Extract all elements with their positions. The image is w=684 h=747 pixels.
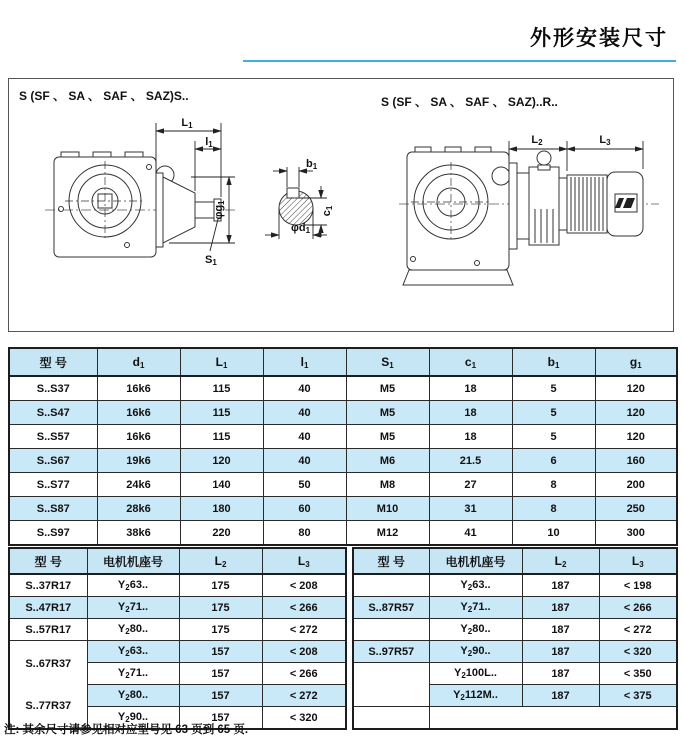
right-drawing-caption: S (SF 、 SA 、 SAF 、 SAZ)..R.. [381,95,558,109]
table-row: S..S37 16k6 115 40 M5 18 5 120 [9,376,677,401]
svg-text:l1: l1 [205,136,213,149]
table-row: S..S67 19k6 120 40 M6 21.5 6 160 [9,449,677,473]
table-header-row [9,548,346,574]
page-title: 外形安装尺寸 [530,27,668,50]
col-model: 型 号 [9,348,97,376]
motor-frame-table-right [352,547,678,730]
table-row: $Y_2112M$.. 187 < 375 [353,685,677,707]
table-row-empty [353,707,677,730]
col-l1: l1 [263,348,346,376]
col-model: 型 号 [9,548,87,574]
table-row: S..S57 16k6 115 40 M5 18 5 120 [9,425,677,449]
motor-frame-table-left [8,547,347,730]
merged-model-cell: S..67R37 S..77R37 [9,641,87,730]
table-row: $Y_290$.. 157 < 320 [9,707,346,730]
svg-text:S1: S1 [205,254,217,267]
col-L3: L3 [599,548,677,574]
svg-text:φd1: φd1 [291,222,311,235]
table-row: $Y_280$.. 157 < 272 [9,685,346,707]
table-row: S..57R17 $Y_280$.. 175 < 272 [9,619,346,641]
table-row: S..37R17 $Y_263$.. 175 < 208 [9,574,346,597]
table-row: S..S47 16k6 115 40 M5 18 5 120 [9,401,677,425]
col-model: 型 号 [353,548,429,574]
svg-text:L2: L2 [531,134,543,147]
svg-text:L1: L1 [181,117,193,130]
col-L1: L1 [180,348,263,376]
col-g1: g1 [595,348,677,376]
col-motor-frame: 电机机座号 [429,548,522,574]
col-L3: L3 [262,548,346,574]
table-row: S..S97 38k6 220 80 M12 41 10 300 [9,521,677,546]
table-row: S..S87 28k6 180 60 M10 31 8 250 [9,497,677,521]
main-dimensions-table [8,347,678,546]
svg-text:L3: L3 [599,134,611,147]
table-header-row [353,548,677,574]
title-underline [243,60,676,62]
technical-drawings-panel [8,78,674,332]
svg-text:c1: c1 [321,205,334,217]
table-row: $Y_271$.. 157 < 266 [9,663,346,685]
dimension-b1 [273,158,318,187]
table-row: S..87R57 $Y_271$.. 187 < 266 [353,597,677,619]
gear-unit-with-motor-drawing [399,147,659,285]
table-row: S..97R57 $Y_290$.. 187 < 320 [353,641,677,663]
dimension-l1 [195,136,221,191]
table-row: S..S77 24k6 140 50 M8 27 8 200 [9,473,677,497]
col-L2: L2 [179,548,262,574]
gear-unit-side-view-drawing [45,152,235,257]
table-row: S..47R17 $Y_271$.. 175 < 266 [9,597,346,619]
col-S1: S1 [346,348,429,376]
table-row: $Y_2100L$.. 187 < 350 [353,663,677,685]
table-row: $Y_263$.. 187 < 198 [353,574,677,597]
svg-text:b1: b1 [306,158,318,171]
left-drawing-caption: S (SF 、 SA 、 SAF 、 SAZ)S.. [19,89,189,103]
table-row: $Y_280$.. 187 < 272 [353,619,677,641]
dimension-L3 [567,134,643,169]
col-c1: c1 [429,348,512,376]
svg-text:φg1: φg1 [213,200,226,220]
col-b1: b1 [512,348,595,376]
col-L2: L2 [522,548,599,574]
shaft-keyway-detail-drawing [279,188,313,225]
table-header-row [9,348,677,376]
empty-model-cell [353,663,429,707]
dimension-drawings [9,79,673,329]
footnote: 注: 其余尺寸请参见相对应型号见 63 页到 65 页. [4,724,249,736]
col-motor-frame: 电机机座号 [87,548,179,574]
col-d1: d1 [97,348,180,376]
table-row: S..67R37 S..77R37 $Y_263$.. 157 < 208 [9,641,346,663]
